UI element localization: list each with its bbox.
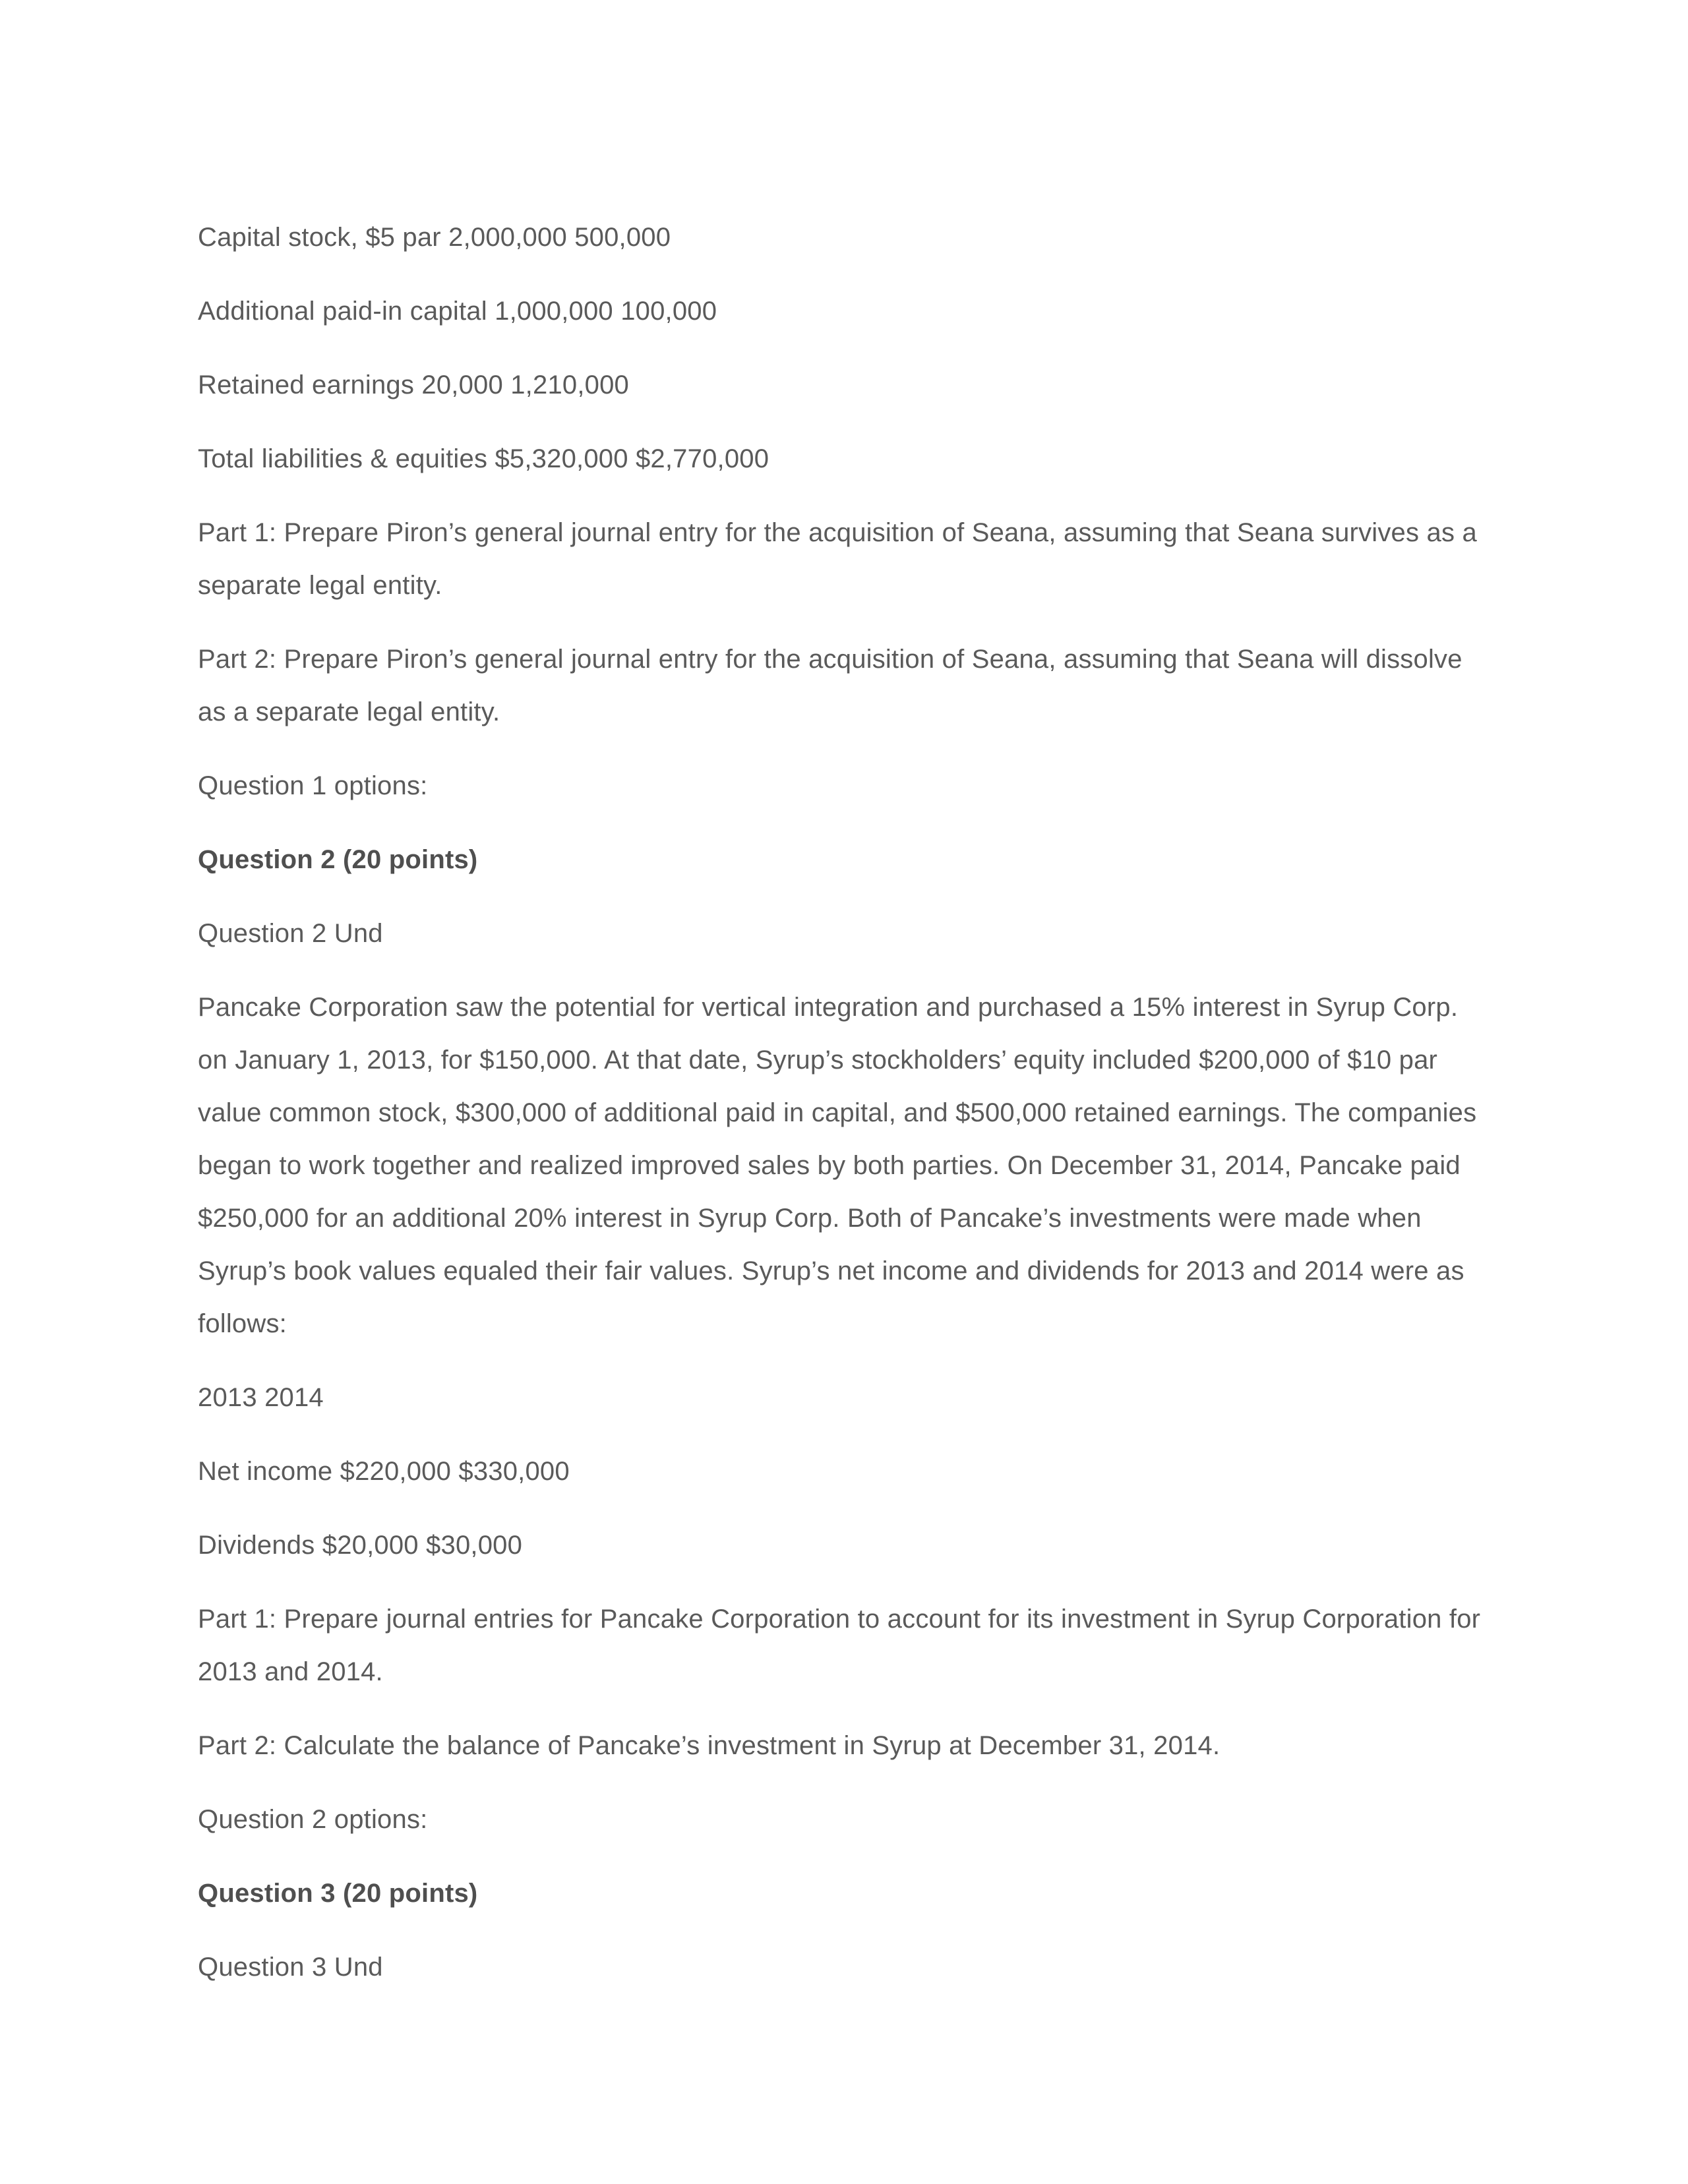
document-body xyxy=(198,211,1490,2015)
question-2-und: Question 2 Und xyxy=(198,919,383,948)
q1-part1-text: Part 1: Prepare Piron’s general journal entry for the acquisition of Seana, assuming that Seana survives as a separate legal entity. xyxy=(198,518,1477,600)
q2-part1-text: Part 1: Prepare journal entries for Pancake Corporation to account for its investment in Syrup Corporation for 2013 and 2014. xyxy=(198,1605,1481,1686)
question-2-heading: Question 2 (20 points) xyxy=(198,845,478,874)
question-3-und: Question 3 Und xyxy=(198,1953,383,1982)
line-dividends: Dividends $20,000 $30,000 xyxy=(198,1531,523,1560)
q1-options-label: Question 1 options: xyxy=(198,771,428,800)
line-additional-paid-in-capital: Additional paid-in capital 1,000,000 100,000 xyxy=(198,297,717,326)
q2-part2-text: Part 2: Calculate the balance of Pancake’s investment in Syrup at December 31, 2014. xyxy=(198,1731,1221,1760)
line-capital-stock: Capital stock, $5 par 2,000,000 500,000 xyxy=(198,223,671,252)
years-header: 2013 2014 xyxy=(198,1383,324,1412)
line-retained-earnings: Retained earnings 20,000 1,210,000 xyxy=(198,370,629,399)
q1-part2-text: Part 2: Prepare Piron’s general journal entry for the acquisition of Seana, assuming that Seana will dissolve as a separate legal entity. xyxy=(198,645,1462,726)
q2-options-label: Question 2 options: xyxy=(198,1805,428,1834)
question-3-heading: Question 3 (20 points) xyxy=(198,1879,478,1908)
line-net-income: Net income $220,000 $330,000 xyxy=(198,1457,570,1486)
line-total-liabilities-equities: Total liabilities & equities $5,320,000 $2,770,000 xyxy=(198,444,769,473)
question-2-body: Pancake Corporation saw the potential for vertical integration and purchased a 15% interest in Syrup Corp. on January 1, 2013, for $150,000. At that date, Syrup’s stockholders’ equity included $200,000 of $10 par value common stock, $300,000 of additional paid in capital, and $500,000 retained earnings. The companies began to work together and realized improved sales by both parties. On December 31, 2014, Pancake paid $250,000 for an additional 20% interest in Syrup Corp. Both of Pancake’s investments were made when Syrup’s book values equaled their fair values. Syrup’s net income and dividends for 2013 and 2014 were as follows: xyxy=(198,993,1477,1338)
